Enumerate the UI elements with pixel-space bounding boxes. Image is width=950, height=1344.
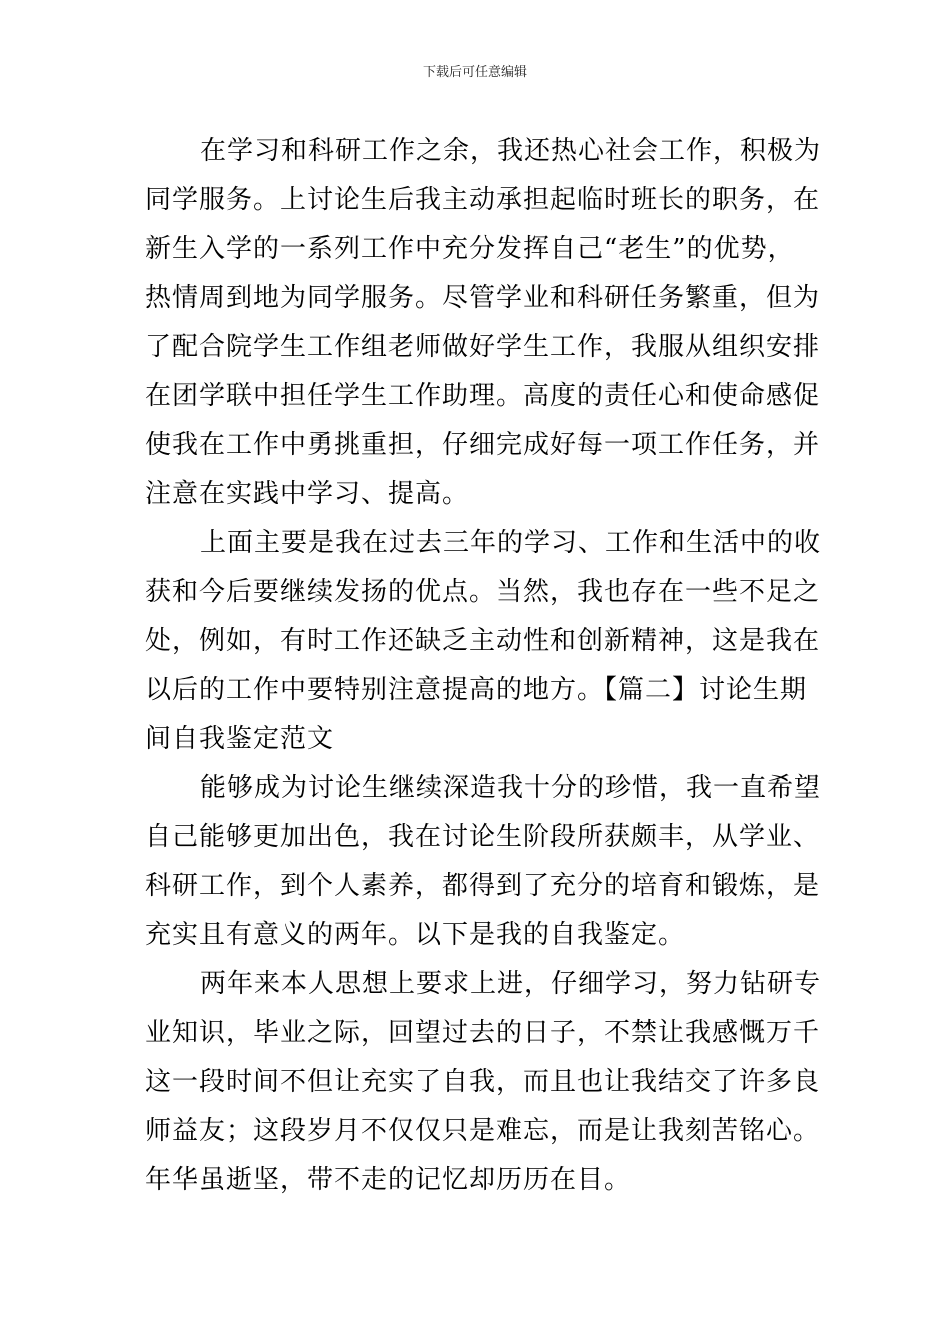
text-line: 了配合院学生工作组老师做好学生工作，我服从组织安排 xyxy=(145,332,821,362)
paragraph-1 xyxy=(145,127,822,519)
text-line: 自己能够更加出色，我在讨论生阶段所获颇丰，从学业、 xyxy=(145,822,821,852)
page-header: 下载后可任意编辑 xyxy=(422,65,527,80)
text-line: 这一段时间不但让充实了自我，而且也让我结交了许多良 xyxy=(145,1067,821,1097)
paragraph-4 xyxy=(145,960,822,1205)
text-line: 同学服务。上讨论生后我主动承担起临时班长的职务，在 xyxy=(145,185,821,215)
text-line: 年华虽逝坚，带不走的记忆却历历在目。 xyxy=(145,1165,632,1195)
document-body xyxy=(145,127,822,1205)
text-line: 师益友；这段岁月不仅仅只是难忘，而是让我刻苦铭心。 xyxy=(145,1116,821,1146)
text-line: 使我在工作中勇挑重担，仔细完成好每一项工作任务，并 xyxy=(145,430,821,460)
text-line: 注意在实践中学习、提高。 xyxy=(145,479,470,509)
text-line: 获和今后要继续发扬的优点。当然，我也存在一些不足之 xyxy=(145,577,821,607)
text-line: 业知识，毕业之际，回望过去的日子，不禁让我感慨万千 xyxy=(145,1018,821,1048)
text-line: 两年来本人思想上要求上进，仔细学习，努力钻研专 xyxy=(200,969,822,999)
text-line: 新生入学的一系列工作中充分发挥自己“老生”的优势， xyxy=(145,234,795,264)
paragraph-2 xyxy=(145,519,822,764)
text-line: 在学习和科研工作之余，我还热心社会工作，积极为 xyxy=(200,136,822,166)
text-line: 充实且有意义的两年。以下是我的自我鉴定。 xyxy=(145,920,686,950)
text-line: 科研工作，到个人素养，都得到了充分的培育和锻炼，是 xyxy=(145,871,821,901)
text-line: 能够成为讨论生继续深造我十分的珍惜，我一直希望 xyxy=(200,773,822,803)
paragraph-3 xyxy=(145,764,822,960)
text-line: 以后的工作中要特别注意提高的地方。【篇二】讨论生期 xyxy=(145,675,808,705)
text-line: 在团学联中担任学生工作助理。高度的责任心和使命感促 xyxy=(145,381,821,411)
text-line: 间自我鉴定范文 xyxy=(145,724,335,754)
text-line: 热情周到地为同学服务。尽管学业和科研任务繁重，但为 xyxy=(145,283,821,313)
text-line: 上面主要是我在过去三年的学习、工作和生活中的收 xyxy=(200,528,822,558)
text-line: 处，例如，有时工作还缺乏主动性和创新精神，这是我在 xyxy=(145,626,821,656)
